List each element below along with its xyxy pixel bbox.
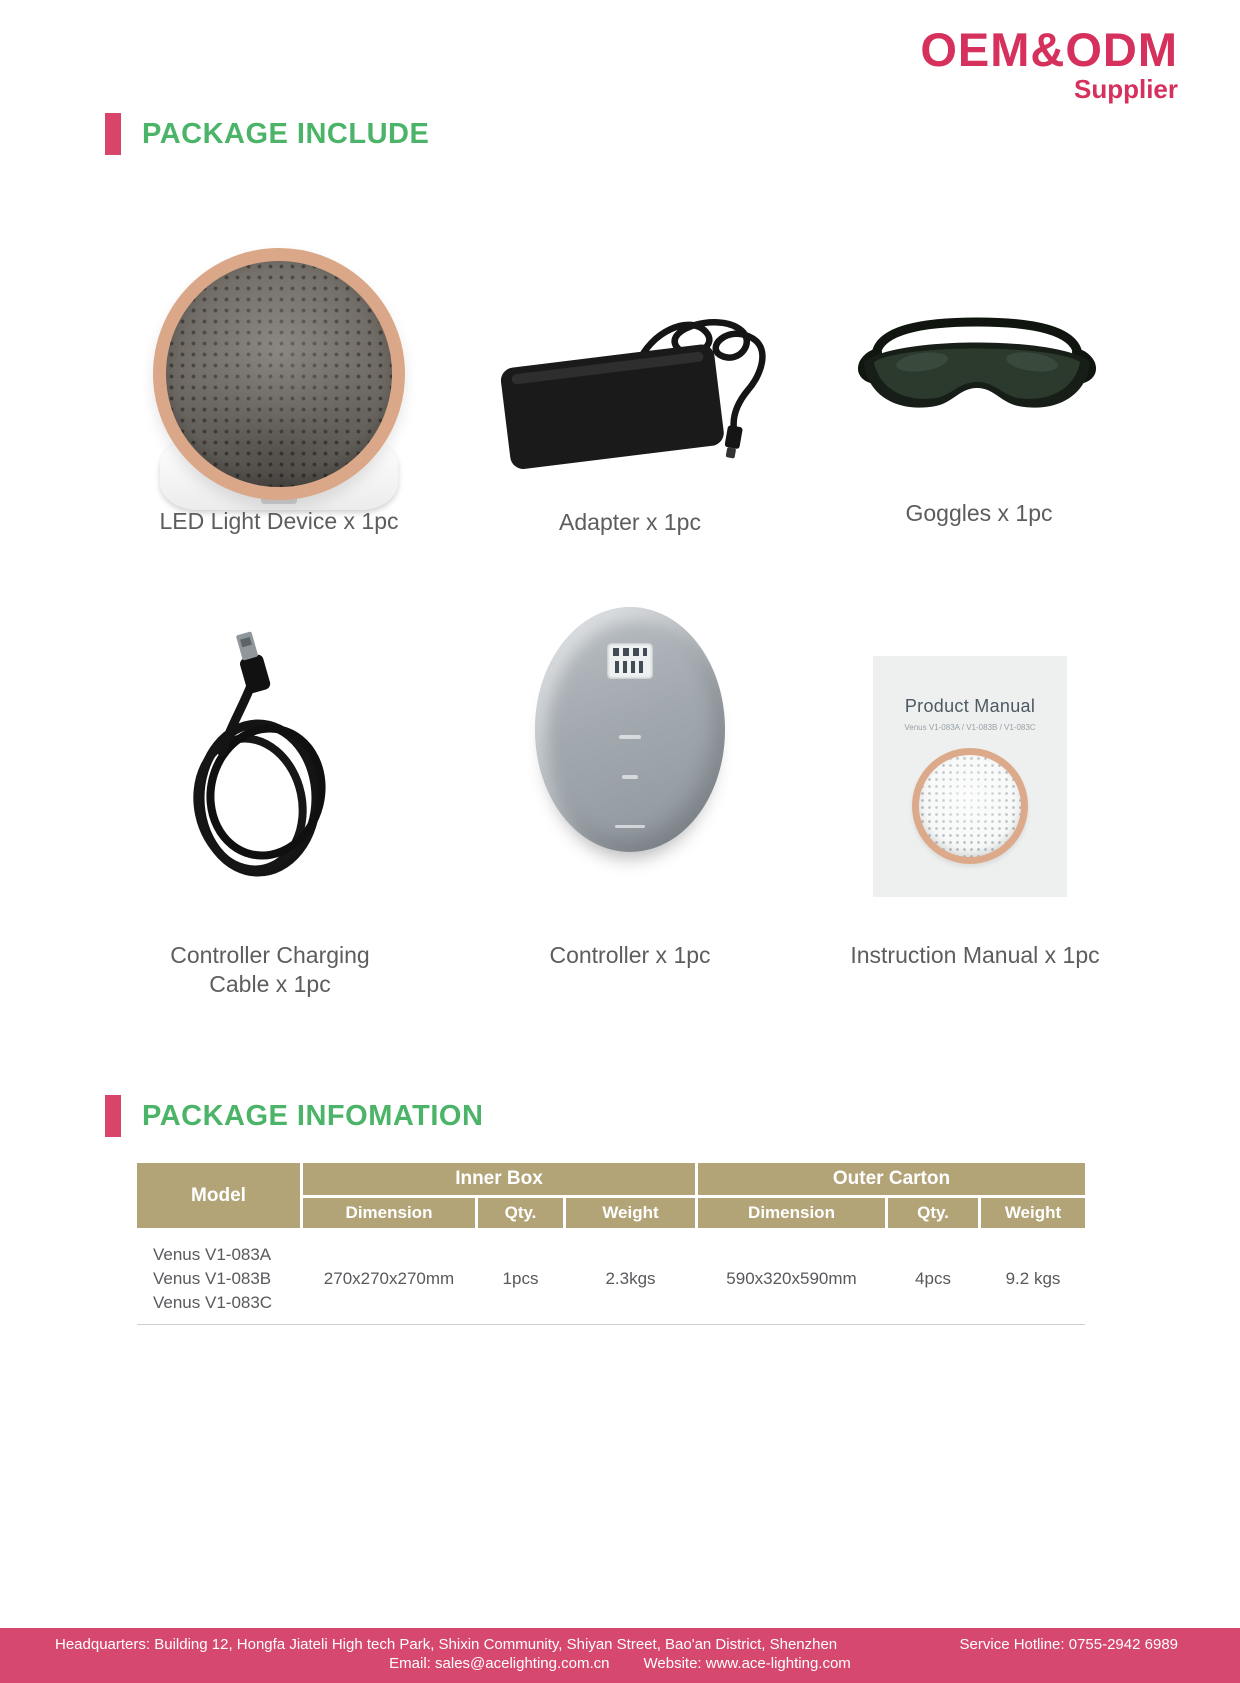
model-name: Venus V1-083B xyxy=(153,1269,272,1288)
brand-logo xyxy=(920,23,1178,104)
footer-website: Website: www.ace-lighting.com xyxy=(643,1655,851,1672)
package-information-table xyxy=(137,1163,1085,1327)
table-header-inner-qty: Qty. xyxy=(478,1198,563,1228)
footer-hotline: Service Hotline: 0755-2942 6989 xyxy=(959,1636,1178,1653)
caption-controller: Controller x 1pc xyxy=(549,942,711,968)
model-name: Venus V1-083C xyxy=(153,1293,273,1312)
table-cell-inner-qty: 1pcs xyxy=(502,1269,539,1288)
controller-marking xyxy=(619,735,641,739)
table-cell-models xyxy=(137,1231,300,1327)
section-package-include xyxy=(105,113,429,155)
section-accent-bar xyxy=(105,1095,121,1137)
led-light-device-image xyxy=(150,248,408,510)
footer-bar xyxy=(0,1628,1240,1683)
table-header-model: Model xyxy=(137,1163,300,1228)
caption-instruction-manual: Instruction Manual x 1pc xyxy=(850,942,1100,968)
section-package-information xyxy=(105,1095,483,1137)
table-cell-outer-dimension: 590x320x590mm xyxy=(726,1269,857,1288)
led-device-face xyxy=(153,248,405,500)
table-bottom-rule xyxy=(137,1324,1085,1325)
table-header-outer-weight: Weight xyxy=(981,1198,1085,1228)
logo-subtitle: Supplier xyxy=(1073,74,1178,104)
logo-title: OEM&ODM xyxy=(920,23,1178,76)
table-cell-outer-qty: 4pcs xyxy=(915,1269,951,1288)
table-header-inner-box: Inner Box xyxy=(303,1163,695,1195)
table-header-inner-dimension: Dimension xyxy=(303,1198,475,1228)
model-name: Venus V1-083A xyxy=(153,1245,272,1264)
section-title: PACKAGE INCLUDE xyxy=(142,117,430,150)
goggles-illustration xyxy=(850,302,1105,442)
manual-cover-device-picture xyxy=(912,748,1028,864)
manual-cover-title: Product Manual xyxy=(904,696,1036,716)
manual-cover-subtitle: Venus V1-083A / V1-083B / V1-083C xyxy=(904,723,1036,732)
table-cell-inner-dimension: 270x270x270mm xyxy=(323,1269,455,1288)
caption-led-light-device: LED Light Device x 1pc xyxy=(159,508,399,534)
footer-email: Email: sales@acelighting.com.cn xyxy=(389,1655,610,1672)
instruction-manual-image xyxy=(873,656,1067,897)
caption-adapter: Adapter x 1pc xyxy=(559,509,701,535)
section-title: PACKAGE INFOMATION xyxy=(142,1099,484,1132)
section-accent-bar xyxy=(105,113,121,155)
footer-address: Headquarters: Building 12, Hongfa Jiateli High tech Park, Shixin Community, Shiyan Street, Bao'an District, Shenzhen xyxy=(55,1636,838,1653)
goggles-image xyxy=(850,302,1105,442)
table-cell-outer-weight: 9.2 kgs xyxy=(1005,1269,1061,1288)
table-header-outer-qty: Qty. xyxy=(888,1198,978,1228)
charging-cable-illustration xyxy=(170,630,350,910)
table-header-outer-carton: Outer Carton xyxy=(698,1163,1085,1195)
adapter-illustration xyxy=(490,298,770,478)
table-cell-inner-weight: 2.3kgs xyxy=(605,1269,656,1288)
controller-marking xyxy=(615,825,645,828)
caption-goggles: Goggles x 1pc xyxy=(905,500,1053,526)
table-header-inner-weight: Weight xyxy=(566,1198,695,1228)
adapter-image xyxy=(490,298,770,478)
controller-charging-cable-image xyxy=(170,630,350,910)
controller-marking xyxy=(622,775,638,779)
table-header-outer-dimension: Dimension xyxy=(698,1198,885,1228)
controller-display xyxy=(607,643,653,679)
caption-controller-charging-cable: Controller Charging Cable x 1pc xyxy=(170,942,370,997)
controller-image xyxy=(535,607,725,852)
